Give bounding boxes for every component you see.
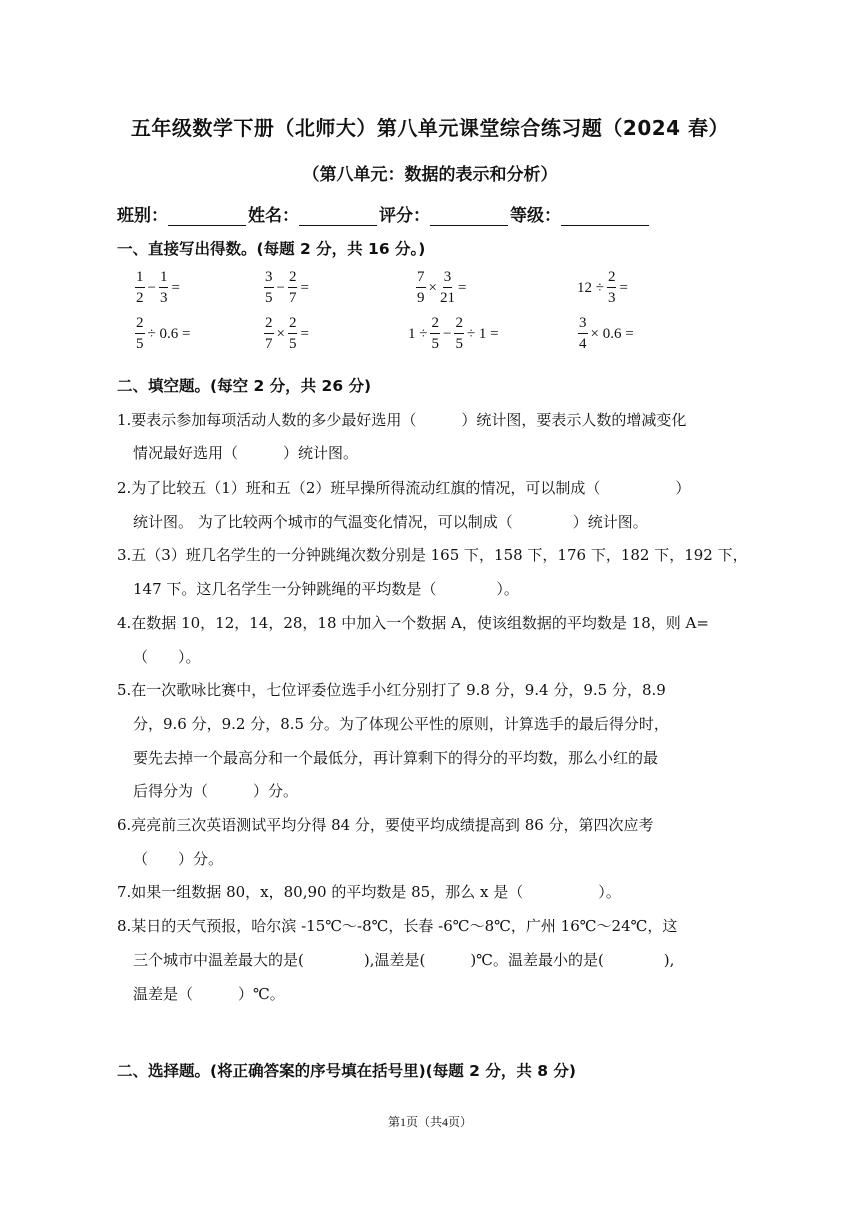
calc-item-3: $\frac{7}{9}$ × $\frac{3}{21}$ = (417, 269, 467, 306)
question-line: 要先去掉一个最高分和一个最低分，再计算剩下的得分的平均数，那么小红的最 (133, 749, 659, 767)
calc-item-8: $\frac{3}{4}$ × 0.6 = (579, 315, 634, 352)
fraction: $\frac{2}{5}$ (136, 315, 144, 352)
fraction: $\frac{2}{5}$ (455, 315, 463, 352)
fraction: $\frac{3}{4}$ (579, 315, 587, 352)
calc-item-4: 12 ÷ $\frac{2}{3}$ = (577, 269, 628, 306)
question-line: 温差是（ ）℃。 (133, 985, 285, 1003)
fraction: $\frac{7}{9}$ (417, 269, 425, 306)
calc-item-2: $\frac{3}{5}$ − $\frac{2}{7}$ = (265, 269, 309, 306)
fraction: $\frac{2}{5}$ (288, 315, 297, 352)
fraction: $\frac{3}{5}$ (265, 269, 273, 306)
page-title: 五年级数学下册（北师大）第八单元课堂综合练习题（2024 春） (130, 116, 730, 140)
page-subtitle: （第八单元：数据的表示和分析） (302, 165, 558, 185)
name-blank[interactable] (299, 207, 377, 226)
question-line: 7.如果一组数据 80，x，80,90 的平均数是 85，那么 x 是（ ）。 (117, 883, 621, 901)
question-line: 5.在一次歌咏比赛中，七位评委位选手小红分别打了 9.8 分，9.4 分，9.5 分，8.9 (117, 681, 666, 699)
question-line: 情况最好选用（ ）统计图。 (133, 444, 359, 462)
calc-item-1: $\frac{1}{2}$ − $\frac{1}{3}$ = (136, 269, 180, 306)
question-line: 分，9.6 分，9.2 分，8.5 分。为了体现公平性的原则，计算选手的最后得分时， (133, 715, 669, 733)
fraction: $\frac{2}{7}$ (288, 269, 297, 306)
score-blank[interactable] (430, 207, 508, 226)
question-line: 8.某日的天气预报，哈尔滨 -15℃～-8℃，长春 -6℃～8℃，广州 16℃～24℃，这 (117, 917, 678, 935)
grade-blank[interactable] (561, 207, 649, 226)
question-line: 三个城市中温差最大的是( ),温差是( )℃。温差最小的是( ), (133, 951, 675, 969)
fraction: $\frac{2}{5}$ (431, 315, 439, 352)
section-2-heading: 二、填空题。(每空 2 分，共 26 分) (117, 377, 372, 395)
question-line: 统计图。 为了比较两个城市的气温变化情况，可以制成（ ）统计图。 (133, 513, 648, 531)
class-label: 班别： (117, 206, 168, 226)
class-blank[interactable] (168, 207, 246, 226)
question-line: （ ）分。 (133, 850, 224, 868)
student-info-row (117, 201, 651, 226)
grade-label: 等级： (510, 206, 561, 226)
question-line: （ ）。 (133, 648, 201, 666)
fraction: $\frac{2}{3}$ (607, 269, 616, 306)
question-line: 4.在数据 10，12，14，28，18 中加入一个数据 A，使该组数据的平均数是 18，则 A= (117, 614, 709, 632)
page-number: 第1页（共4页） (387, 1115, 472, 1129)
section-3-heading: 二、选择题。(将正确答案的序号填在括号里)(每题 2 分，共 8 分) (117, 1062, 576, 1080)
question-line: 3.五（3）班几名学生的一分钟跳绳次数分别是 165 下，158 下，176 下，182 下，192 下， (117, 546, 748, 564)
name-label: 姓名： (248, 206, 299, 226)
fraction: $\frac{3}{21}$ (439, 269, 455, 306)
question-line: 1.要表示参加每项活动人数的多少最好选用（ ）统计图，要表示人数的增减变化 (117, 411, 687, 429)
fraction: $\frac{1}{3}$ (159, 269, 168, 306)
calc-item-6: $\frac{2}{7}$ × $\frac{2}{5}$ = (265, 315, 309, 352)
fraction: $\frac{1}{2}$ (136, 269, 144, 306)
score-label: 评分： (379, 206, 430, 226)
section-1-heading: 一、直接写出得数。(每题 2 分，共 16 分。) (117, 240, 426, 258)
question-line: 后得分为（ ）分。 (133, 782, 299, 800)
calc-item-5: $\frac{2}{5}$ ÷ 0.6 = (136, 315, 191, 352)
question-line: 147 下。这几名学生一分钟跳绳的平均数是（ ）。 (133, 580, 519, 598)
question-line: 2.为了比较五（1）班和五（2）班早操所得流动红旗的情况，可以制成（ ） (117, 479, 691, 497)
calc-item-7: 1 ÷ $\frac{2}{5}$ − $\frac{2}{5}$ ÷ 1 = (408, 315, 499, 352)
question-line: 6.亮亮前三次英语测试平均分得 84 分，要使平均成绩提高到 86 分，第四次应考 (117, 816, 654, 834)
fraction: $\frac{2}{7}$ (265, 315, 273, 352)
